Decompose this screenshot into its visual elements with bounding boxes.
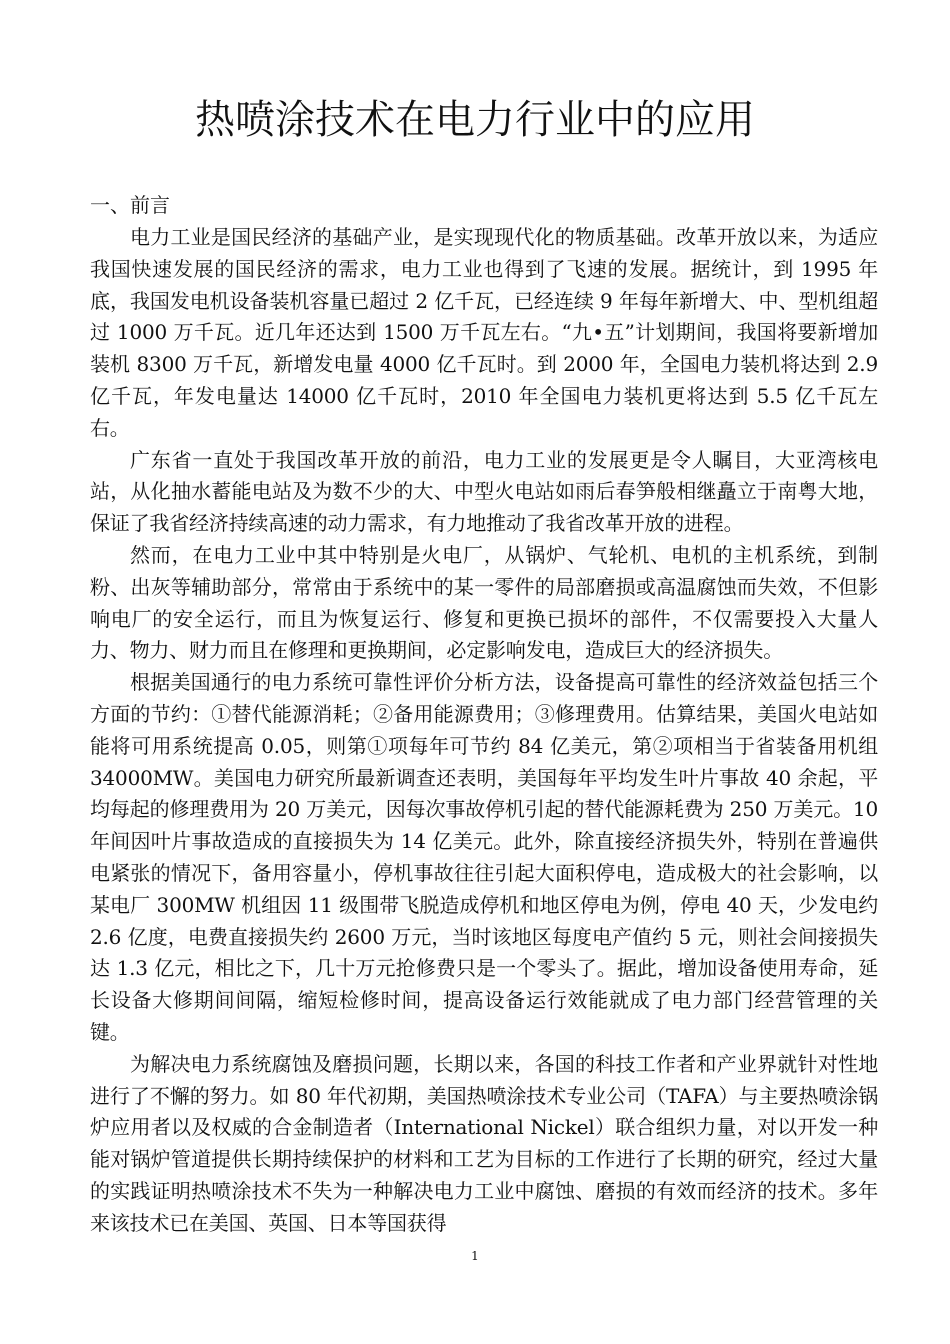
paragraph-2: 广东省一直处于我国改革开放的前沿，电力工业的发展更是令人瞩目，大亚湾核电站，从化抽水蓄能电站及为数不少的大、中型火电站如雨后春笋般相继矗立于南粤大地，保证了我省经济持续高速的动力需求，有力地推动了我省改革开放的进程。: [90, 447, 878, 536]
page-number: 1: [471, 1249, 479, 1263]
paragraph-3: 然而，在电力工业中其中特别是火电厂，从锅炉、气轮机、电机的主机系统，到制粉、出灰等辅助部分，常常由于系统中的某一零件的局部磨损或高温腐蚀而失效，不但影响电厂的安全运行，而且为恢复运行、修复和更换已损坏的部件，不仅需要投入大量人力、物力、财力而且在修理和更换期间，必定影响发电，造成巨大的经济损失。: [90, 542, 878, 663]
document-title: 热喷涂技术在电力行业中的应用: [195, 97, 755, 143]
paragraph-4: 根据美国通行的电力系统可靠性评价分析方法，设备提高可靠性的经济效益包括三个方面的节约：①替代能源消耗；②备用能源费用；③修理费用。估算结果，美国火电站如能将可用系统提高 0.05，则第①项每年可节约 84 亿美元，第②项相当于省装备用机组 34000MW。美国电力研究所最新调查还表明，美国每年平均发生叶片事故 40 余起，平均每起的修理费用为 20 万美元，因每次事故停机引起的替代能源耗费为 250 万美元。10 年间因叶片事故造成的直接损失为 14 亿美元。此外，除直接经济损失外，特别在普遍供电紧张的情况下，备用容量小，停机事故往往引起大面积停电，造成极大的社会影响，以某电厂 300MW 机组因 11 级围带飞脱造成停机和地区停电为例，停电 40 天，少发电约 2.6 亿度，电费直接损失约 2600 万元，当时该地区每度电产值约 5 元，则社会间接损失达 1.3 亿元，相比之下，几十万元抢修费只是一个零头了。据此，增加设备使用寿命，延长设备大修期间间隔，缩短检修时间，提高设备运行效能就成了电力部门经营管理的关键。: [90, 670, 878, 1044]
document-body: [90, 188, 878, 1240]
paragraph-1: 电力工业是国民经济的基础产业，是实现现代化的物质基础。改革开放以来，为适应我国快速发展的国民经济的需求，电力工业也得到了飞速的发展。据统计，到 1995 年底，我国发电机设备装机容量已超过 2 亿千瓦，已经连续 9 年每年新增大、中、型机组超过 1000 万千瓦。近几年还达到 1500 万千瓦左右。“九•五”计划期间，我国将要新增加装机 8300 万千瓦，新增发电量 4000 亿千瓦时。到 2000 年，全国电力装机将达到 2.9 亿千瓦，年发电量达 14000 亿千瓦时，2010 年全国电力装机更将达到 5.5 亿千瓦左右。: [90, 225, 878, 440]
section-heading: 一、前言: [90, 193, 170, 217]
paragraph-5: 为解决电力系统腐蚀及磨损问题，长期以来，各国的科技工作者和产业界就针对性地进行了不懈的努力。如 80 年代初期，美国热喷涂技术专业公司（TAFA）与主要热喷涂锅炉应用者以及权威的合金制造者（International Nickel）联合组织力量，对以开发一种能对锅炉管道提供长期持续保护的材料和工艺为目标的工作进行了长期的研究，经过大量的实践证明热喷涂技术不失为一种解决电力工业中腐蚀、磨损的有效而经济的技术。多年来该技术已在美国、英国、日本等国获得: [90, 1051, 878, 1235]
